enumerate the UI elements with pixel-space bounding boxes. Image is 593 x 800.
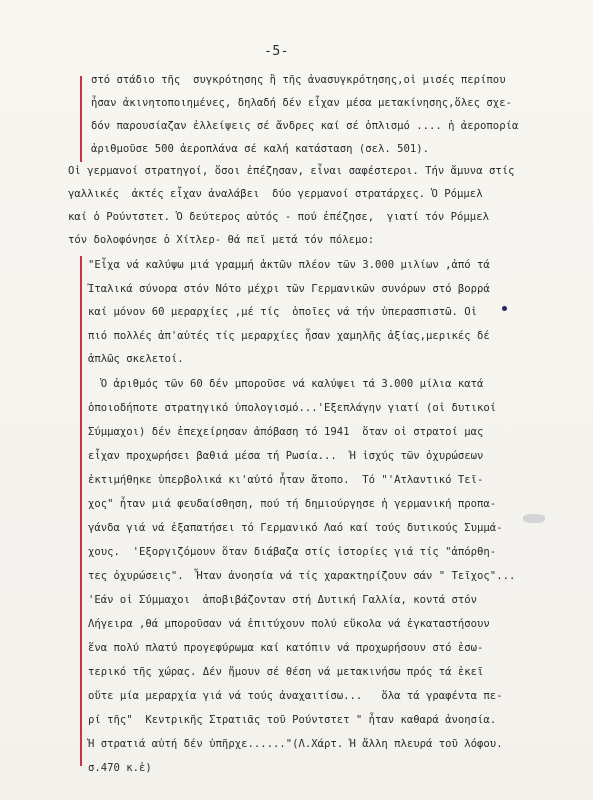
text-line: γαλλικές ἀκτές εἶχαν ἀναλάβει δύο γερμανοί στρατάρχες. Ὁ Ρόμμελ — [68, 188, 483, 200]
quote-line: οὔτε μία μεραρχία γιά νά τούς ἀναχαιτίσω... ὅλα τά γραφέντα πε- — [88, 690, 503, 702]
quote-line: ἕνα πολύ πλατύ προγεφύρωμα καί κατόπιν νά προχωρήσουν στό ἐσω- — [88, 642, 484, 654]
text-line: ἀριθμοῦσε 500 ἀεροπλάνα σέ καλή κατάσταση (σελ. 501). — [91, 143, 430, 155]
pen-mark — [502, 306, 507, 311]
quote-line: χος" ἦταν μιά φευδαίσθηση, πού τή δημιούργησε ἡ γερμανική προπα- — [88, 498, 497, 510]
quote-line: τες ὀχυρώσεις". Ἦταν ἀνοησία νά τίς χαρακτηρίζουν σάν " Τεῖχος"... — [88, 570, 516, 582]
quote-line: καί μόνον 60 μεραρχίες ,μέ τίς ὁποῖες νά τήν ὑπερασπιστῶ. Οἱ — [88, 306, 478, 318]
text-line: στό στάδιο τῆς συγκρότησης ἢ τῆς ἀνασυγκρότησης,οἱ μισές περίπου — [91, 74, 506, 86]
quote-line: χους. 'Εξοργιζόμουν ὅταν διάβαζα στίς ἱστορίες γιά τίς "ἀπόρθη- — [88, 546, 497, 558]
text-line: δόν παρουσίαζαν ἐλλείψεις σέ ἄνδρες καί σέ ὁπλισμό .... ἡ ἀεροπορία — [91, 120, 519, 132]
ink-smudge — [523, 514, 545, 523]
quote-line: Ἡ στρατιά αὐτή δέν ὑπῆρχε......"(Λ.Χάρτ. Ἡ ἄλλη πλευρά τοῦ λόφου. — [88, 738, 503, 750]
text-line: ἦσαν ἀκινητοποιημένες, δηλαδή δέν εἶχαν μέσα μετακίνησης,ὅλες σχε- — [91, 97, 512, 109]
text-line: καί ὁ Ρούντστετ. Ὁ δεύτερος αὐτός - πού ἐπέζησε, γιατί τόν Ρόμμελ — [68, 211, 489, 223]
quote-line: 'Εάν οἱ Σύμμαχοι ἀποβιβάζονταν στή Δυτική Γαλλία, κοντά στόν — [88, 594, 478, 606]
quote-line: ρί τῆς" Κεντρικῆς Στρατιᾶς τοῦ Ρούντστετ " ἦταν καθαρά ἀνοησία. — [88, 714, 497, 726]
text-line: τόν δολοφόνησε ὁ Χίτλερ- θά πεῖ μετά τόν πόλεμο: — [68, 234, 375, 246]
quote-line: τερικό τῆς χώρας. Δέν ἤμουν σέ θέση νά μετακινήσω πρός τά ἐκεῖ — [88, 666, 484, 678]
margin-marker-top — [80, 76, 82, 162]
quote-line: "Εἶχα νά καλύψω μιά γραμμή ἀκτῶν πλέον τῶν 3.000 μιλίων ,ἀπό τά — [88, 259, 490, 271]
quote-line: ἁπλῶς σκελετοί. — [88, 353, 184, 365]
quote-line: εἶχαν προχωρήσει βαθιά μέσα τή Ρωσία... Ἡ ἰσχύς τῶν ὀχυρώσεων — [88, 450, 484, 462]
quote-line: γάνδα γιά νά ἐξαπατήσει τό Γερμανικό Λαό καί τούς δυτικούς Συμμά- — [88, 522, 503, 534]
quote-line: Ἰταλικά σύνορα στόν Νότο μέχρι τῶν Γερμανικῶν συνόρων στό βορρά — [88, 283, 490, 295]
quote-line: ὁποιοδήποτε στρατηγικό ὑπολογισμό...'Εξεπλάγην γιατί (οἱ δυτικοί — [88, 402, 497, 414]
quote-line: πιό πολλές ἀπ'αὐτές τίς μεραρχίες ἦσαν χαμηλῆς ἀξίας,μερικές δέ — [88, 330, 490, 342]
quote-line: Σύμμαχοι) δέν ἐπεχείρησαν ἀπόβαση τό 1941 ὅταν οἱ στρατοί μας — [88, 426, 484, 438]
text-line: Οἱ γερμανοί στρατηγοί, ὅσοι ἐπέζησαν, εἶναι σαφέστεροι. Τήν ἄμυνα στίς — [68, 165, 515, 177]
margin-marker-bottom — [80, 256, 82, 766]
quote-line: Ὁ ἀριθμός τῶν 60 δέν μποροῦσε νά καλύψει τά 3.000 μίλια κατά — [88, 378, 484, 390]
quote-line: Λήγειρα ,θά μποροῦσαν νά ἐπιτύχουν πολύ εὔκολα νά ἐγκαταστήσουν — [88, 618, 490, 630]
citation-line: σ.470 κ.ἑ) — [88, 762, 152, 774]
page-number: -5- — [264, 44, 289, 59]
quote-line: ἐκτιμήθηκε ὑπερβολικά κι'αὐτό ἦταν ἄτοπο. Τό "'Ατλαντικό Τεῖ- — [88, 474, 484, 486]
